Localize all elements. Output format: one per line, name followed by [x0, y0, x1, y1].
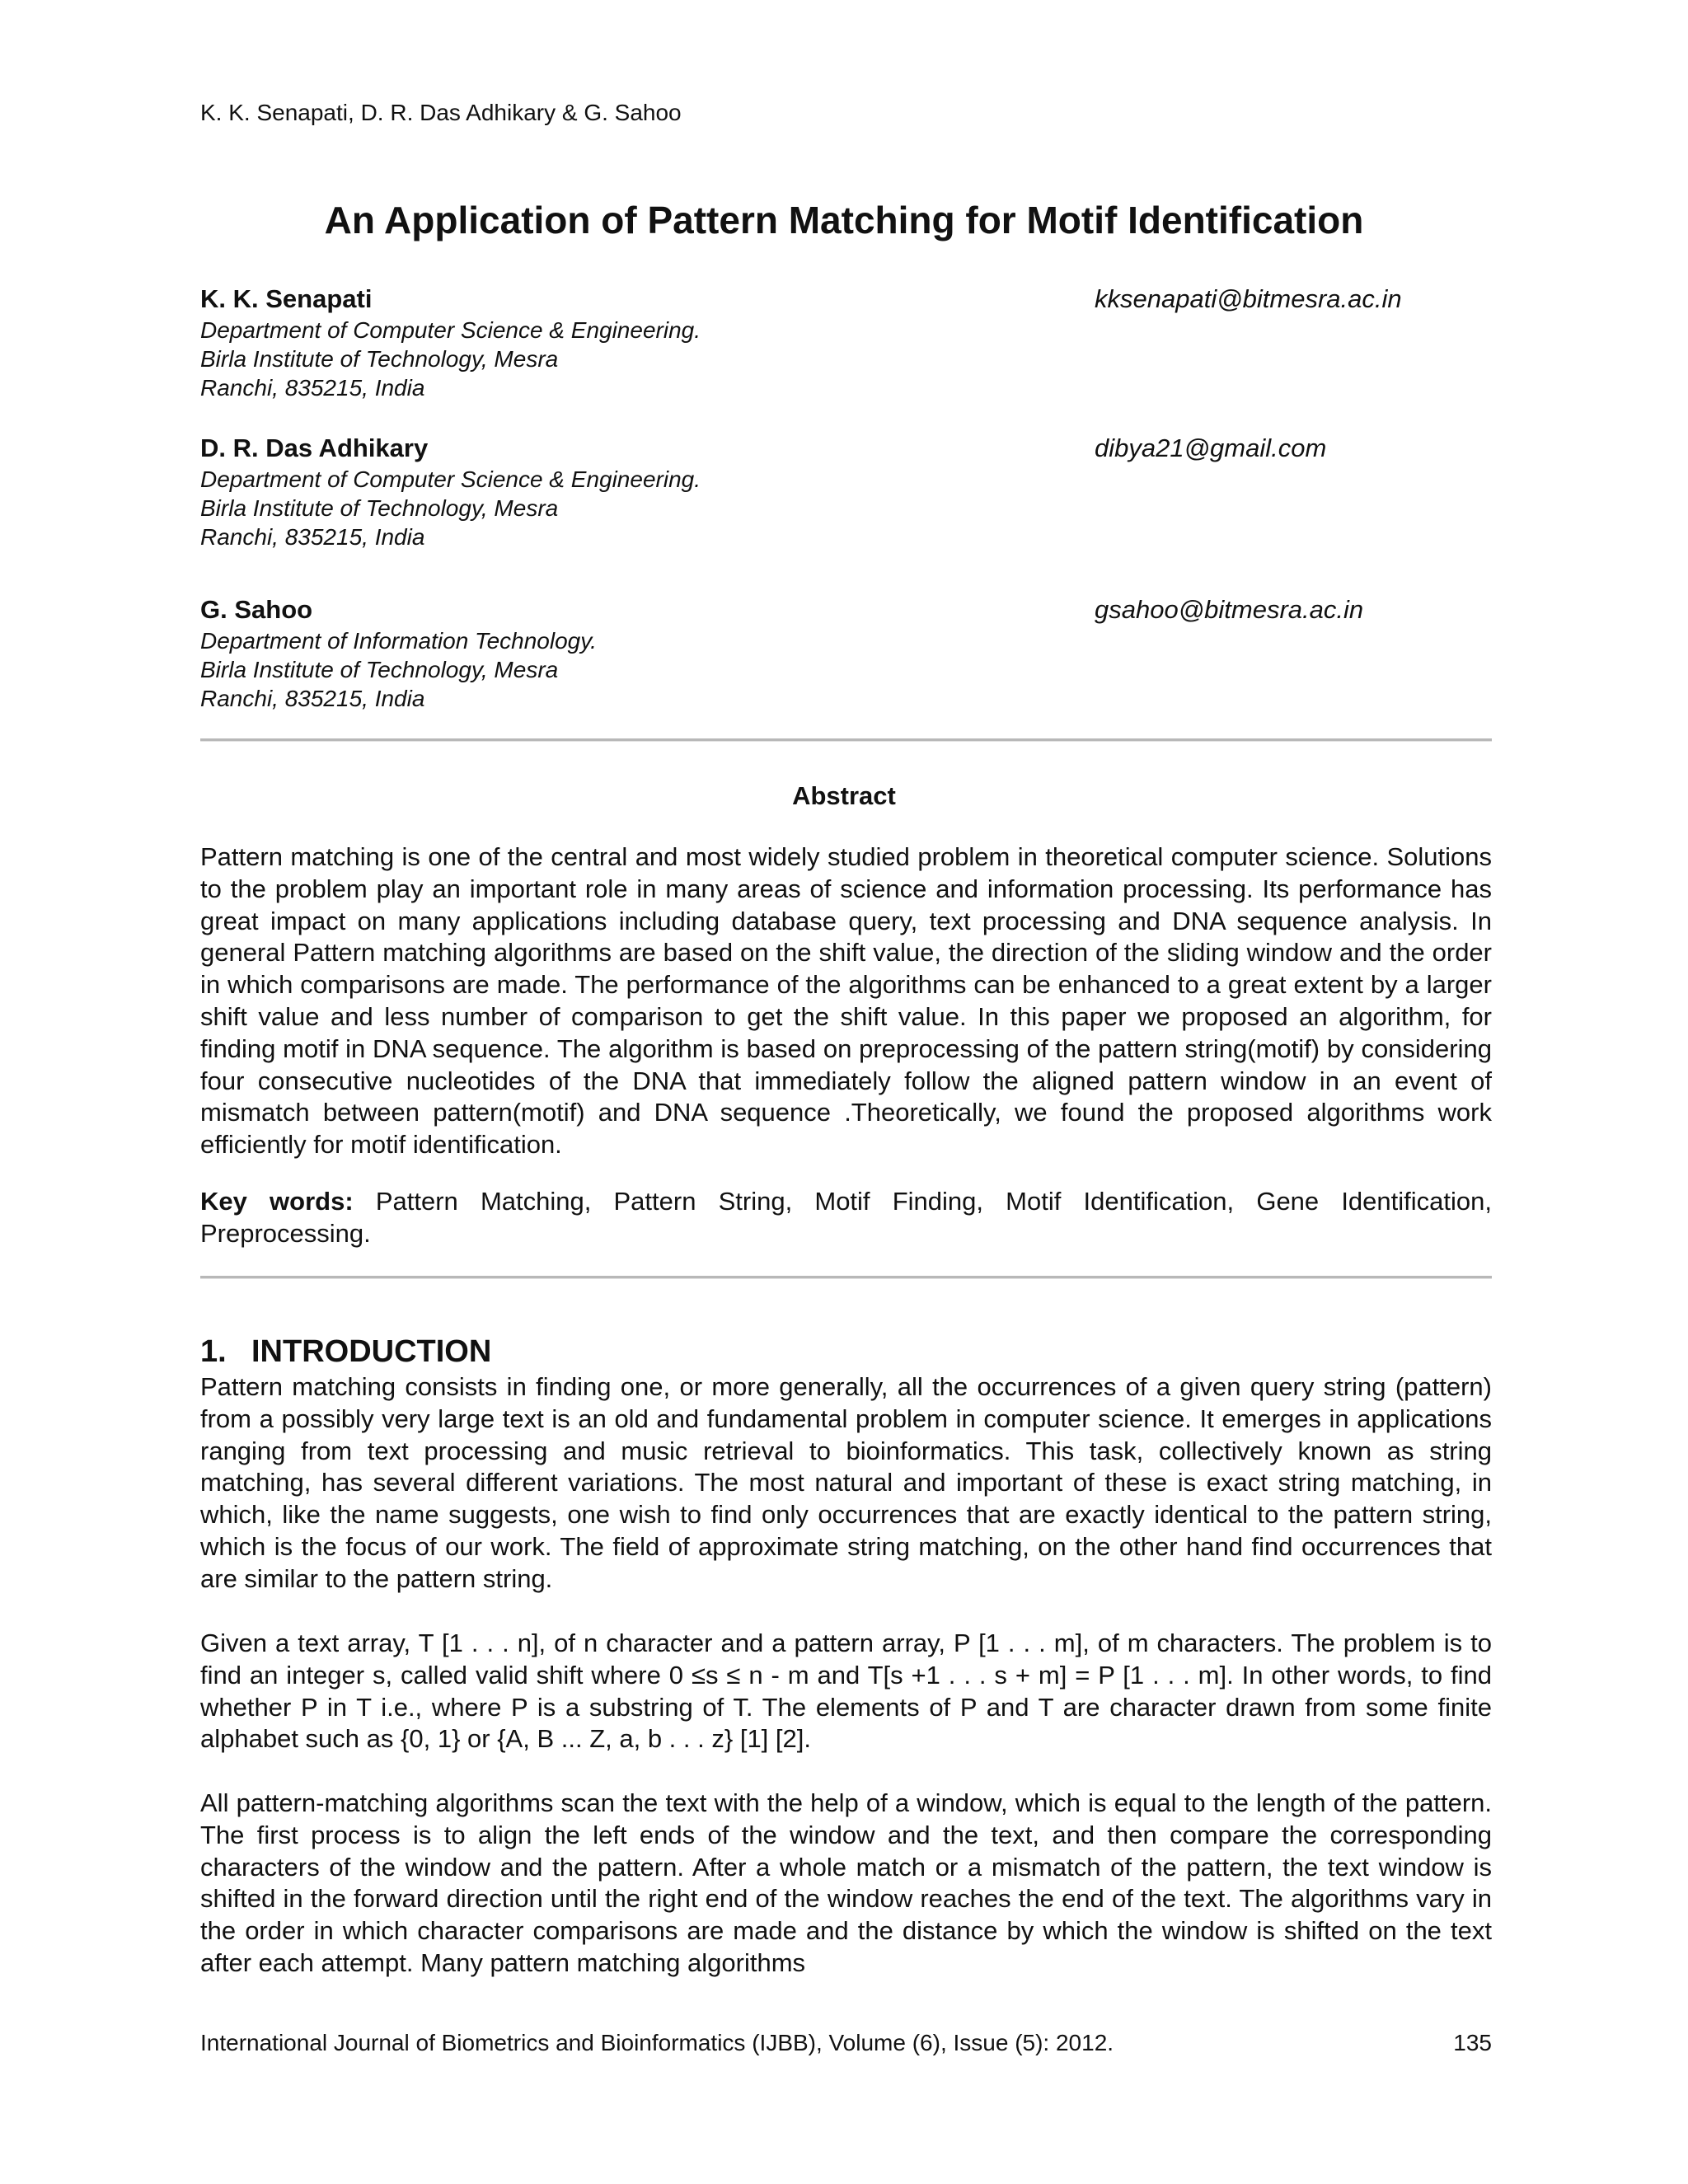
- section-heading-introduction: [200, 1333, 491, 1370]
- abstract-text: Pattern matching is one of the central and most widely studied problem in theoretical computer science. Solutions to the problem play an important role in many areas of science and information processing. Its performance has great impact on many applications including database query, text processing and DNA sequence analysis. In general Pattern matching algorithms are based on the shift value, the direction of the sliding window and the order in which comparisons are made. The performance of the algorithms can be enhanced to a great extent by a larger shift value and less number of comparison to get the shift value. In this paper we proposed an algorithm, for finding motif in DNA sequence. The algorithm is based on preprocessing of the pattern string(motif) by considering four consecutive nucleotides of the DNA that immediately follow the aligned pattern window in an event of mismatch between pattern(motif) and DNA sequence .Theoretically, we found the proposed algorithms work efficiently for motif identification.: [200, 842, 1492, 1160]
- keywords: [200, 1186, 1492, 1250]
- keywords-list: Pattern Matching, Pattern String, Motif Finding, Motif Identification, Gene Identification, Preprocessing.: [200, 1187, 1492, 1248]
- author-email: dibya21@gmail.com: [1095, 434, 1327, 462]
- author-email: gsahoo@bitmesra.ac.in: [1095, 595, 1364, 624]
- intro-paragraph-1: Pattern matching consists in finding one, or more generally, all the occurrences of a given query string (pattern) from a possibly very large text is an old and fundamental problem in computer science. It emerges in applications ranging from text processing and music retrieval to bioinformatics. This task, collectively known as string matching, has several different variations. The most natural and important of these is exact string matching, in which, like the name suggests, one wish to find only occurrences that are exactly identical to the pattern string, which is the focus of our work. The field of approximate string matching, on the other hand find occurrences that are similar to the pattern string.: [200, 1372, 1492, 1593]
- author-name: G. Sahoo: [200, 595, 313, 624]
- intro-paragraph-2: Given a text array, T [1 . . . n], of n character and a pattern array, P [1 . . . m], of m characters. The problem is to find an integer s, called valid shift where 0 ≤s ≤ n - m and T[s +1 . . . s + m] = P [1 . . . m]. In other words, to find whether P in T i.e., where P is a substring of T. The elements of P and T are character drawn from some finite alphabet such as {0, 1} or {A, B ... Z, a, b . . . z} [1] [2].: [200, 1629, 1492, 1754]
- abstract-heading: Abstract: [792, 781, 896, 810]
- author-block-1: [200, 283, 1492, 402]
- author-department: Department of Computer Science & Engineering.: [200, 466, 701, 492]
- author-location: Ranchi, 835215, India: [200, 375, 425, 401]
- page-footer: [200, 2029, 1492, 2057]
- intro-paragraph-3: All pattern-matching algorithms scan the text with the help of a window, which is equal to the length of the pattern. The first process is to align the left ends of the window and the text, and then compare the corresponding characters of the window and the pattern. After a whole match or a mismatch of the pattern, the text window is shifted in the forward direction until the right end of the window reaches the end of the text. The algorithms vary in the order in which character comparisons are made and the distance by which the window is shifted on the text after each attempt. Many pattern matching algorithms: [200, 1788, 1492, 1977]
- author-block-2: [200, 432, 1492, 551]
- author-institute: Birla Institute of Technology, Mesra: [200, 346, 559, 372]
- section-title: INTRODUCTION: [251, 1334, 492, 1369]
- author-name: D. R. Das Adhikary: [200, 434, 429, 462]
- running-header: K. K. Senapati, D. R. Das Adhikary & G. Sahoo: [200, 100, 682, 125]
- author-location: Ranchi, 835215, India: [200, 524, 425, 550]
- divider-bottom: [200, 1276, 1492, 1279]
- author-institute: Birla Institute of Technology, Mesra: [200, 495, 559, 521]
- divider-top: [200, 738, 1492, 742]
- author-department: Department of Information Technology.: [200, 628, 597, 654]
- keywords-label: Key words:: [200, 1187, 354, 1216]
- footer-journal: International Journal of Biometrics and Bioinformatics (IJBB), Volume (6), Issue (5): 2012.: [200, 2030, 1114, 2055]
- paper-title: An Application of Pattern Matching for Motif Identification: [324, 199, 1364, 241]
- author-institute: Birla Institute of Technology, Mesra: [200, 657, 559, 682]
- author-email: kksenapati@bitmesra.ac.in: [1095, 284, 1402, 313]
- author-department: Department of Computer Science & Engineering.: [200, 317, 701, 343]
- author-block-3: [200, 593, 1492, 713]
- author-name: K. K. Senapati: [200, 284, 373, 313]
- author-location: Ranchi, 835215, India: [200, 686, 425, 711]
- page-number: 135: [1453, 2030, 1492, 2055]
- section-number: 1.: [200, 1334, 227, 1369]
